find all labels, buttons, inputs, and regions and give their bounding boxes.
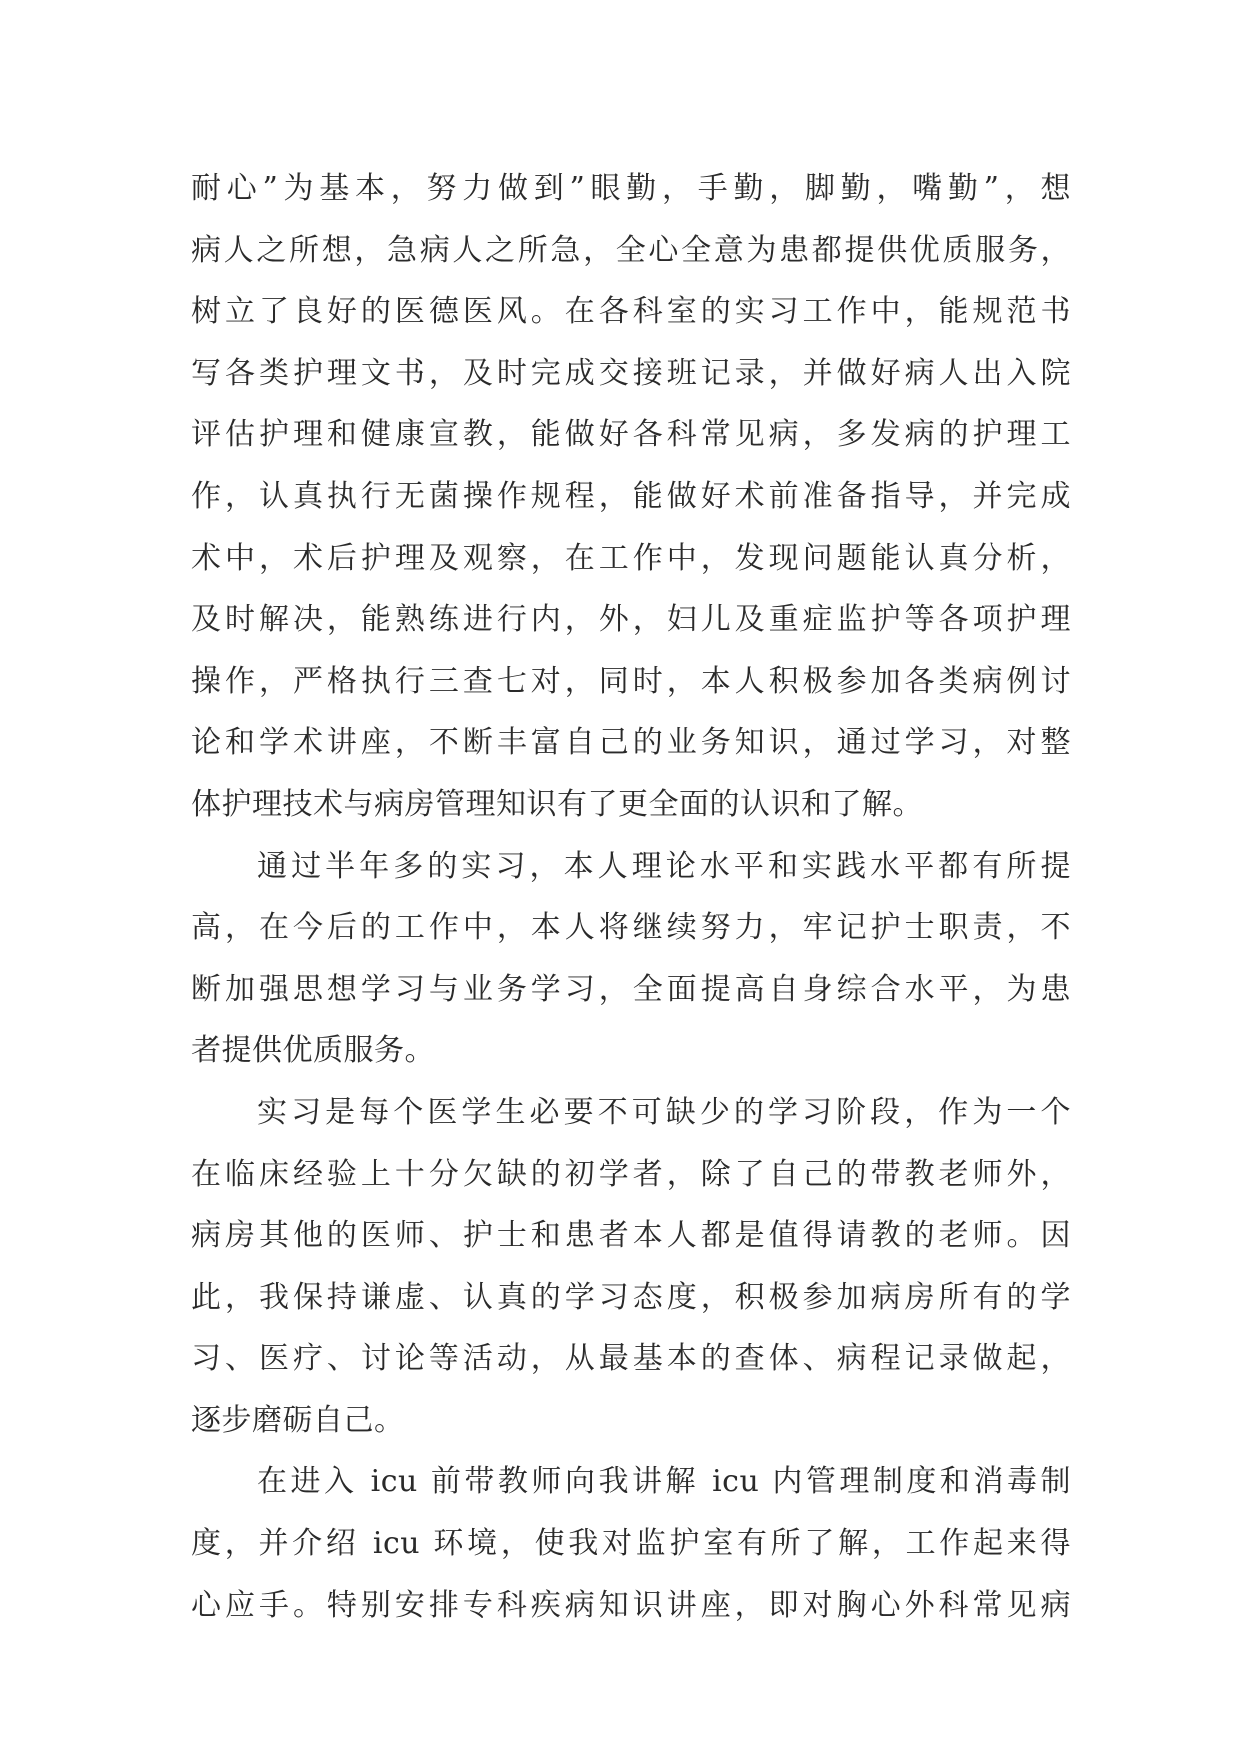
text-line: 病人之所想，急病人之所急，全心全意为患都提供优质服务， [191, 232, 1071, 268]
text-line: 体护理技术与病房管理知识有了更全面的认识和了解。 [191, 786, 923, 822]
text-line: 逐步磨砺自己。 [191, 1402, 405, 1438]
document-body [191, 158, 1071, 1636]
text-line: 者提供优质服务。 [191, 1033, 435, 1069]
text-line: 术中，术后护理及观察，在工作中，发现问题能认真分析， [191, 540, 1071, 576]
text-line: 操作，严格执行三查七对，同时，本人积极参加各类病例讨 [191, 663, 1071, 699]
text-line: 习、医疗、讨论等活动，从最基本的查体、病程记录做起， [191, 1341, 1071, 1377]
text-line: 通过半年多的实习，本人理论水平和实践水平都有所提 [257, 848, 1071, 884]
text-line: 此，我保持谦虚、认真的学习态度，积极参加病房所有的学 [191, 1279, 1071, 1315]
text-line: 在进入 icu 前带教师向我讲解 icu 内管理制度和消毒制 [257, 1464, 1071, 1500]
text-line: 写各类护理文书，及时完成交接班记录，并做好病人出入院 [191, 355, 1071, 391]
paragraph-1 [191, 158, 1071, 836]
text-line: 度，并介绍 icu 环境，使我对监护室有所了解，工作起来得 [191, 1526, 1071, 1562]
text-line: 断加强思想学习与业务学习，全面提高自身综合水平，为患 [191, 971, 1071, 1007]
paragraph-2 [191, 836, 1071, 1082]
text-line: 论和学术讲座，不断丰富自己的业务知识，通过学习，对整 [191, 725, 1071, 761]
text-line: 实习是每个医学生必要不可缺少的学习阶段，作为一个 [257, 1094, 1071, 1130]
text-line: 在临床经验上十分欠缺的初学者，除了自己的带教老师外， [191, 1156, 1071, 1192]
paragraph-4 [191, 1451, 1071, 1636]
text-line: 评估护理和健康宣教，能做好各科常见病，多发病的护理工 [191, 417, 1071, 453]
text-line: 心应手。特别安排专科疾病知识讲座，即对胸心外科常见病 [191, 1587, 1071, 1623]
text-line: 耐心”为基本，努力做到”眼勤，手勤，脚勤，嘴勤”，想 [191, 171, 1071, 206]
text-line: 高，在今后的工作中，本人将继续努力，牢记护士职责，不 [191, 910, 1071, 946]
text-line: 作，认真执行无菌操作规程，能做好术前准备指导，并完成 [191, 478, 1071, 514]
text-line: 树立了良好的医德医风。在各科室的实习工作中，能规范书 [191, 294, 1071, 330]
text-line: 及时解决，能熟练进行内，外，妇儿及重症监护等各项护理 [191, 602, 1071, 638]
paragraph-3 [191, 1082, 1071, 1452]
text-line: 病房其他的医师、护士和患者本人都是值得请教的老师。因 [191, 1218, 1071, 1254]
